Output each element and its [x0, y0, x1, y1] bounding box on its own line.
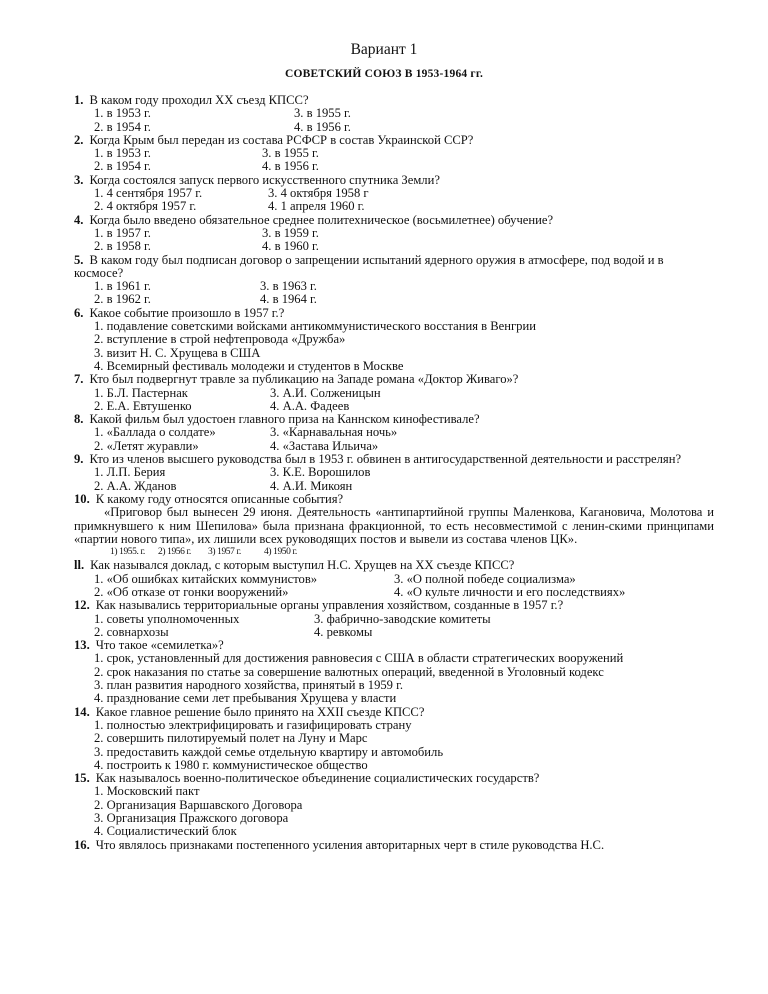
answer-row: [94, 227, 714, 240]
answer-row: [94, 293, 714, 306]
answer-option: 1. в 1953 г.: [94, 146, 151, 161]
answer-options: [74, 719, 714, 772]
question-13: [74, 639, 714, 705]
answer-row: [94, 107, 714, 120]
answer-option: 3. в 1959 г.: [262, 225, 319, 240]
question-text: [74, 174, 714, 187]
question-16: [74, 839, 714, 852]
question-number: 3.: [74, 172, 84, 187]
question-text: [74, 254, 714, 281]
question-7: [74, 373, 714, 413]
answer-option: 1. полностью электрифицировать и газифицировать страну: [94, 717, 412, 732]
page-subtitle: СОВЕТСКИЙ СОЮЗ В 1953-1964 гг.: [284, 68, 484, 80]
answer-options: [74, 320, 714, 373]
answer-option: 2. в 1962 г.: [94, 292, 151, 307]
question-number: 16.: [74, 837, 90, 852]
question-prompt: Что такое «семилетка»?: [95, 638, 224, 653]
answer-option: 4. в 1956 г.: [262, 159, 319, 174]
answer-option: 3. план развития народного хозяйства, принятый в 1959 г.: [94, 678, 403, 693]
answer-row: [94, 426, 714, 439]
answer-row: [94, 147, 714, 160]
question-number: 2.: [74, 132, 84, 147]
question-number: 14.: [74, 704, 90, 719]
answer-option: 3. в 1963 г.: [260, 279, 317, 294]
question-text: [74, 307, 714, 320]
answer-option: 1) 1955. г.: [110, 547, 145, 558]
question-9: [74, 453, 714, 493]
answer-option: 2. совнархозы: [94, 624, 169, 639]
question-number: 5.: [74, 252, 84, 267]
answer-option: 3. К.Е. Ворошилов: [270, 465, 371, 480]
answer-options: [74, 652, 714, 705]
question-text: [74, 413, 714, 426]
question-number: 9.: [74, 452, 84, 467]
answer-option: 4. в 1956 г.: [294, 119, 351, 134]
answer-option: 2. в 1954 г.: [94, 159, 151, 174]
answer-option: 3. «Карнавальная ночь»: [270, 425, 398, 440]
question-text: [74, 599, 714, 612]
answer-options: [74, 107, 714, 134]
question-text: [74, 493, 714, 506]
question-3: [74, 174, 714, 214]
question-prompt: Когда состоялся запуск первого искусственного спутника Земли?: [89, 172, 440, 187]
answer-option: 2. 4 октября 1957 г.: [94, 199, 197, 214]
question-number: 13.: [74, 638, 90, 653]
answer-option: 4) 1950 г.: [264, 547, 297, 558]
answer-row: [94, 387, 714, 400]
answer-option: 1. в 1957 г.: [94, 225, 151, 240]
question-prompt: Как назывался доклад, с которым выступил Н.С. Хрущев на XX съезде КПСС?: [90, 558, 515, 573]
question-text: [74, 94, 714, 107]
answer-option: 3. 4 октября 1958 г: [268, 186, 369, 201]
answer-option: 3. А.И. Солженицын: [270, 385, 381, 400]
answer-option: 4. в 1964 г.: [260, 292, 317, 307]
question-number: 1.: [74, 93, 84, 107]
answer-option: 4. ревкомы: [314, 624, 373, 639]
answer-option: 4. А.И. Микоян: [270, 478, 353, 493]
question-number: ll.: [74, 558, 85, 573]
question-prompt: В каком году проходил XX съезд КПСС?: [89, 93, 309, 107]
answer-options: [74, 426, 714, 453]
question-prompt: Кто был подвергнут травле за публикацию на Западе романа «Доктор Живаго»?: [89, 372, 519, 387]
answer-row: [94, 466, 714, 479]
answer-options: [74, 573, 714, 600]
answer-option: 2. «Летят журавли»: [94, 438, 199, 453]
question-8: [74, 413, 714, 453]
answer-options: [74, 227, 714, 254]
answer-option: 4. построить к 1980 г. коммунистическое общество: [94, 757, 368, 772]
answer-option: 1. «Баллада о солдате»: [94, 425, 216, 440]
answer-option: 3. «О полной победе социализма»: [394, 571, 576, 586]
answer-row: [94, 480, 714, 493]
answer-option: 2. А.А. Жданов: [94, 478, 177, 493]
answer-option: 1. «Об ошибках китайских коммунистов»: [94, 571, 318, 586]
question-12: [74, 599, 714, 639]
question-11: [74, 559, 714, 599]
question-6: [74, 307, 714, 373]
answer-options: [74, 280, 714, 307]
answer-row: [94, 200, 714, 213]
answer-option: 1. подавление советскими войсками антикоммунистического восстания в Венгрии: [94, 319, 536, 334]
question-prompt: Какое главное решение было принято на XXII съезде КПСС?: [95, 704, 425, 719]
answer-option: 4. «О культе личности и его последствиях»: [394, 584, 626, 599]
answer-options: [74, 613, 714, 640]
answer-option: 3. в 1955 г.: [294, 106, 351, 121]
answer-option: 3. в 1955 г.: [262, 146, 319, 161]
answer-option: 3. Организация Пражского договора: [94, 811, 289, 826]
question-4: [74, 214, 714, 254]
question-prompt: К какому году относятся описанные события?: [95, 491, 344, 506]
answer-row: [94, 400, 714, 413]
answer-option: 2. «Об отказе от гонки вооружений»: [94, 584, 289, 599]
answer-option: 2. Е.А. Евтушенко: [94, 398, 192, 413]
question-text: [74, 706, 714, 719]
question-prompt: В каком году был подписан договор о запрещении испытаний ядерного оружия в атмосфере, под водой и в космосе?: [74, 252, 664, 280]
answer-option: 4. Социалистический блок: [94, 824, 237, 839]
question-prompt: Какое событие произошло в 1957 г.?: [89, 305, 285, 320]
answer-row: [94, 240, 714, 253]
question-text: [74, 134, 714, 147]
question-number: 12.: [74, 598, 90, 613]
answer-option: 3. предоставить каждой семье отдельную квартиру и автомобиль: [94, 744, 444, 759]
question-number: 7.: [74, 372, 84, 387]
answer-options: [74, 785, 714, 838]
answer-option: 2. в 1958 г.: [94, 239, 151, 254]
answer-row: [94, 440, 714, 453]
answer-options: [74, 546, 714, 559]
question-prompt: Что являлось признаками постепенного усиления авторитарных черт в стиле руководства Н.С.: [95, 837, 605, 852]
question-14: [74, 706, 714, 772]
question-text: [74, 453, 714, 466]
answer-option: 3) 1957 г.: [208, 547, 241, 558]
question-10: [74, 493, 714, 559]
answer-option: 1. срок, установленный для достижения равновесия с США в области стратегических вооружений: [94, 651, 624, 666]
answer-option: 2) 1956 г.: [158, 547, 191, 558]
answer-row: [94, 586, 714, 599]
answer-option: 4. в 1960 г.: [262, 239, 319, 254]
question-list: [74, 94, 714, 852]
answer-row: [94, 573, 714, 586]
answer-option: 1. Московский пакт: [94, 784, 200, 799]
quoted-passage: «Приговор был вынесен 29 июня. Деятельность «антипартийной группы Маленкова, Кагановича, Молотова и примкнувшего к ним Шепилова» была признана фракционной, то есть несовместимой с ленин-скими принципами «партии нового типа», их лишили всех руководящих постов и вывели из состава членов ЦК».: [74, 505, 714, 546]
answer-option: 1. в 1953 г.: [94, 106, 151, 121]
answer-option: 4. 1 апреля 1960 г.: [268, 199, 365, 214]
question-number: 6.: [74, 305, 84, 320]
answer-row: [94, 626, 714, 639]
answer-row: [94, 613, 714, 626]
question-15: [74, 772, 714, 838]
answer-options: [74, 387, 714, 414]
answer-options: [74, 187, 714, 214]
answer-row: [94, 280, 714, 293]
question-prompt: Как называлось военно-политическое объединение социалистических государств?: [95, 771, 540, 786]
question-number: 4.: [74, 212, 84, 227]
answer-row: [94, 160, 714, 173]
answer-option: 4. А.А. Фадеев: [270, 398, 350, 413]
answer-option: 3. визит Н. С. Хрущева в США: [94, 345, 261, 360]
answer-option: 2. вступление в строй нефтепровода «Дружба»: [94, 332, 346, 347]
answer-option: 3. фабрично-заводские комитеты: [314, 611, 491, 626]
question-prompt: Кто из членов высшего руководства был в 1953 г. обвинен в антигосударственной деятельности и расстрелян?: [89, 452, 682, 467]
answer-option: 4. празднование семи лет пребывания Хрущева у власти: [94, 691, 397, 706]
answer-row: [94, 187, 714, 200]
answer-option: 1. советы уполномоченных: [94, 611, 240, 626]
answer-option: 1. Л.П. Берия: [94, 465, 166, 480]
answer-options: [74, 466, 714, 493]
question-text: [74, 559, 714, 572]
question-text: [74, 214, 714, 227]
question-prompt: Как назывались территориальные органы управления хозяйством, созданные в 1957 г.?: [95, 598, 564, 613]
question-text: [74, 373, 714, 386]
answer-option: 2. срок наказания по статье за совершение валютных операций, введенной в Уголовный кодекс: [94, 664, 604, 679]
question-1: [74, 94, 714, 134]
answer-option: 2. совершить пилотируемый полет на Луну и Марс: [94, 731, 368, 746]
question-number: 8.: [74, 412, 84, 427]
question-text: [74, 839, 714, 852]
answer-option: 2. Организация Варшавского Договора: [94, 797, 303, 812]
answer-option: 4. Всемирный фестиваль молодежи и студентов в Москве: [94, 358, 404, 373]
answer-options: [74, 147, 714, 174]
answer-row: [94, 121, 714, 134]
question-2: [74, 134, 714, 174]
answer-option: 1. Б.Л. Пастернак: [94, 385, 188, 400]
answer-option: 1. 4 сентября 1957 г.: [94, 186, 203, 201]
question-number: 15.: [74, 771, 90, 786]
question-text: [74, 772, 714, 785]
question-prompt: Какой фильм был удостоен главного приза на Каннском кинофестивале?: [89, 412, 480, 427]
answer-option: 2. в 1954 г.: [94, 119, 151, 134]
question-text: [74, 639, 714, 652]
page-title: Вариант 1: [350, 41, 418, 58]
question-number: 10.: [74, 491, 90, 506]
question-prompt: Когда было введено обязательное среднее политехническое (восьмилетнее) обучение?: [89, 212, 554, 227]
question-5: [74, 254, 714, 307]
answer-option: 1. в 1961 г.: [94, 279, 151, 294]
question-prompt: Когда Крым был передан из состава РСФСР в состав Украинской ССР?: [89, 132, 474, 147]
answer-option: 4. «Застава Ильича»: [270, 438, 379, 453]
